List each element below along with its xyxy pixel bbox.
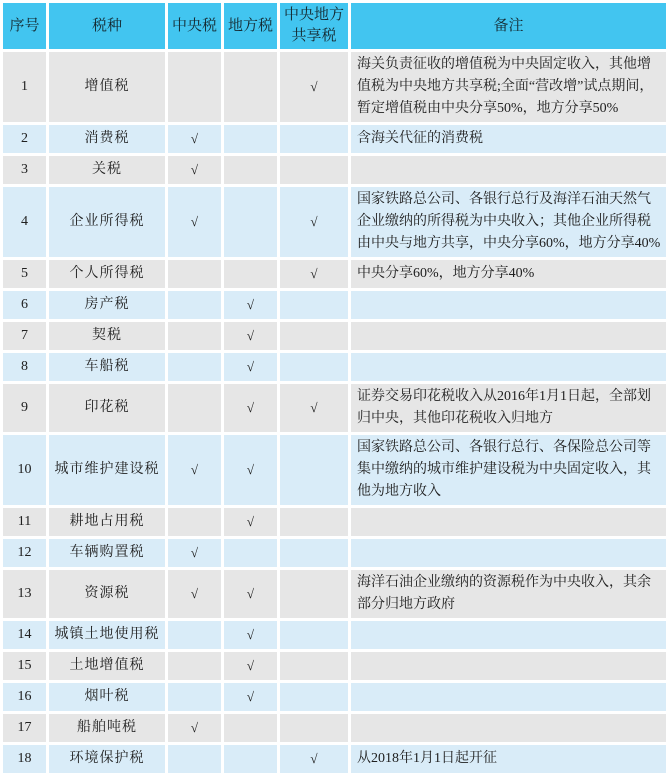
shared-tax-check <box>280 353 348 381</box>
central-tax-check: √ <box>168 187 221 257</box>
central-tax-check <box>168 260 221 288</box>
row-number: 13 <box>3 570 46 618</box>
tax-name: 房产税 <box>49 291 165 319</box>
note-text: 含海关代征的消费税 <box>351 125 666 153</box>
tax-name: 资源税 <box>49 570 165 618</box>
note-text <box>351 683 666 711</box>
note-text: 国家铁路总公司、各银行总行、各保险总公司等集中缴纳的城市维护建设税为中央固定收入，其他为地方收入 <box>351 435 666 505</box>
local-tax-check: √ <box>224 353 277 381</box>
row-number: 5 <box>3 260 46 288</box>
shared-tax-check: √ <box>280 260 348 288</box>
tax-name: 城镇土地使用税 <box>49 621 165 649</box>
central-tax-check <box>168 508 221 536</box>
note-text <box>351 714 666 742</box>
table-row <box>3 745 666 773</box>
note-text: 证券交易印花税收入从2016年1月1日起，全部划归中央，其他印花税收入归地方 <box>351 384 666 432</box>
local-tax-check <box>224 745 277 773</box>
note-text: 海关负责征收的增值税为中央固定收入，其他增值税为中央地方共享税;全面“营改增”试点期间，暂定增值税由中央分享50%，地方分享50% <box>351 52 666 122</box>
table-body <box>3 52 666 773</box>
tax-name: 烟叶税 <box>49 683 165 711</box>
table-row <box>3 435 666 505</box>
local-tax-check: √ <box>224 621 277 649</box>
tax-name: 关税 <box>49 156 165 184</box>
shared-tax-check <box>280 435 348 505</box>
shared-tax-check <box>280 156 348 184</box>
tax-name: 契税 <box>49 322 165 350</box>
column-header-note: 备注 <box>351 3 666 49</box>
table-row <box>3 384 666 432</box>
note-text: 海洋石油企业缴纳的资源税作为中央收入，其余部分归地方政府 <box>351 570 666 618</box>
table-row <box>3 291 666 319</box>
table-row <box>3 322 666 350</box>
tax-name: 印花税 <box>49 384 165 432</box>
column-header-local: 地方税 <box>224 3 277 49</box>
local-tax-check <box>224 260 277 288</box>
row-number: 2 <box>3 125 46 153</box>
central-tax-check: √ <box>168 714 221 742</box>
tax-name: 土地增值税 <box>49 652 165 680</box>
table-row <box>3 683 666 711</box>
central-tax-check <box>168 745 221 773</box>
header-row <box>3 3 666 49</box>
local-tax-check <box>224 156 277 184</box>
local-tax-check: √ <box>224 683 277 711</box>
row-number: 8 <box>3 353 46 381</box>
note-text: 中央分享60%，地方分享40% <box>351 260 666 288</box>
central-tax-check: √ <box>168 570 221 618</box>
row-number: 16 <box>3 683 46 711</box>
shared-tax-check <box>280 125 348 153</box>
note-text: 从2018年1月1日起开征 <box>351 745 666 773</box>
central-tax-check <box>168 291 221 319</box>
local-tax-check <box>224 52 277 122</box>
local-tax-check: √ <box>224 384 277 432</box>
table-row <box>3 508 666 536</box>
tax-name: 消费税 <box>49 125 165 153</box>
tax-name: 个人所得税 <box>49 260 165 288</box>
note-text <box>351 539 666 567</box>
local-tax-check: √ <box>224 652 277 680</box>
row-number: 11 <box>3 508 46 536</box>
note-text <box>351 621 666 649</box>
row-number: 3 <box>3 156 46 184</box>
shared-tax-check: √ <box>280 384 348 432</box>
table-row <box>3 714 666 742</box>
table-row <box>3 570 666 618</box>
table-row <box>3 652 666 680</box>
table-row <box>3 260 666 288</box>
shared-tax-check <box>280 539 348 567</box>
row-number: 18 <box>3 745 46 773</box>
central-tax-check: √ <box>168 156 221 184</box>
central-tax-check: √ <box>168 539 221 567</box>
column-header-no: 序号 <box>3 3 46 49</box>
table-row <box>3 353 666 381</box>
row-number: 17 <box>3 714 46 742</box>
local-tax-check: √ <box>224 322 277 350</box>
note-text <box>351 322 666 350</box>
shared-tax-check <box>280 621 348 649</box>
local-tax-check <box>224 539 277 567</box>
tax-name: 企业所得税 <box>49 187 165 257</box>
column-header-shared: 中央地方共享税 <box>280 3 348 49</box>
row-number: 14 <box>3 621 46 649</box>
central-tax-check <box>168 384 221 432</box>
row-number: 1 <box>3 52 46 122</box>
row-number: 6 <box>3 291 46 319</box>
local-tax-check <box>224 187 277 257</box>
local-tax-check: √ <box>224 291 277 319</box>
central-tax-check <box>168 683 221 711</box>
shared-tax-check <box>280 508 348 536</box>
shared-tax-check: √ <box>280 52 348 122</box>
tax-name: 城市维护建设税 <box>49 435 165 505</box>
note-text <box>351 156 666 184</box>
tax-name: 船舶吨税 <box>49 714 165 742</box>
row-number: 4 <box>3 187 46 257</box>
tax-name: 车船税 <box>49 353 165 381</box>
row-number: 10 <box>3 435 46 505</box>
note-text <box>351 291 666 319</box>
note-text <box>351 353 666 381</box>
column-header-central: 中央税 <box>168 3 221 49</box>
shared-tax-check <box>280 652 348 680</box>
central-tax-check: √ <box>168 435 221 505</box>
central-tax-check <box>168 621 221 649</box>
tax-name: 增值税 <box>49 52 165 122</box>
central-tax-check <box>168 322 221 350</box>
table-header <box>3 3 666 49</box>
table-row <box>3 539 666 567</box>
local-tax-check <box>224 125 277 153</box>
central-tax-check <box>168 353 221 381</box>
note-text <box>351 508 666 536</box>
tax-name: 环境保护税 <box>49 745 165 773</box>
shared-tax-check: √ <box>280 745 348 773</box>
table-row <box>3 156 666 184</box>
local-tax-check: √ <box>224 508 277 536</box>
row-number: 9 <box>3 384 46 432</box>
shared-tax-check <box>280 322 348 350</box>
central-tax-check <box>168 652 221 680</box>
table-row <box>3 621 666 649</box>
note-text: 国家铁路总公司、各银行总行及海洋石油天然气企业缴纳的所得税为中央收入；其他企业所得税由中央与地方共享，中央分享60%，地方分享40% <box>351 187 666 257</box>
shared-tax-check <box>280 683 348 711</box>
tax-name: 车辆购置税 <box>49 539 165 567</box>
note-text <box>351 652 666 680</box>
row-number: 15 <box>3 652 46 680</box>
shared-tax-check <box>280 570 348 618</box>
shared-tax-check <box>280 714 348 742</box>
table-row <box>3 125 666 153</box>
shared-tax-check: √ <box>280 187 348 257</box>
central-tax-check: √ <box>168 125 221 153</box>
local-tax-check <box>224 714 277 742</box>
shared-tax-check <box>280 291 348 319</box>
row-number: 12 <box>3 539 46 567</box>
local-tax-check: √ <box>224 570 277 618</box>
table-row <box>3 187 666 257</box>
central-tax-check <box>168 52 221 122</box>
row-number: 7 <box>3 322 46 350</box>
tax-name: 耕地占用税 <box>49 508 165 536</box>
column-header-name: 税种 <box>49 3 165 49</box>
local-tax-check: √ <box>224 435 277 505</box>
table-row <box>3 52 666 122</box>
